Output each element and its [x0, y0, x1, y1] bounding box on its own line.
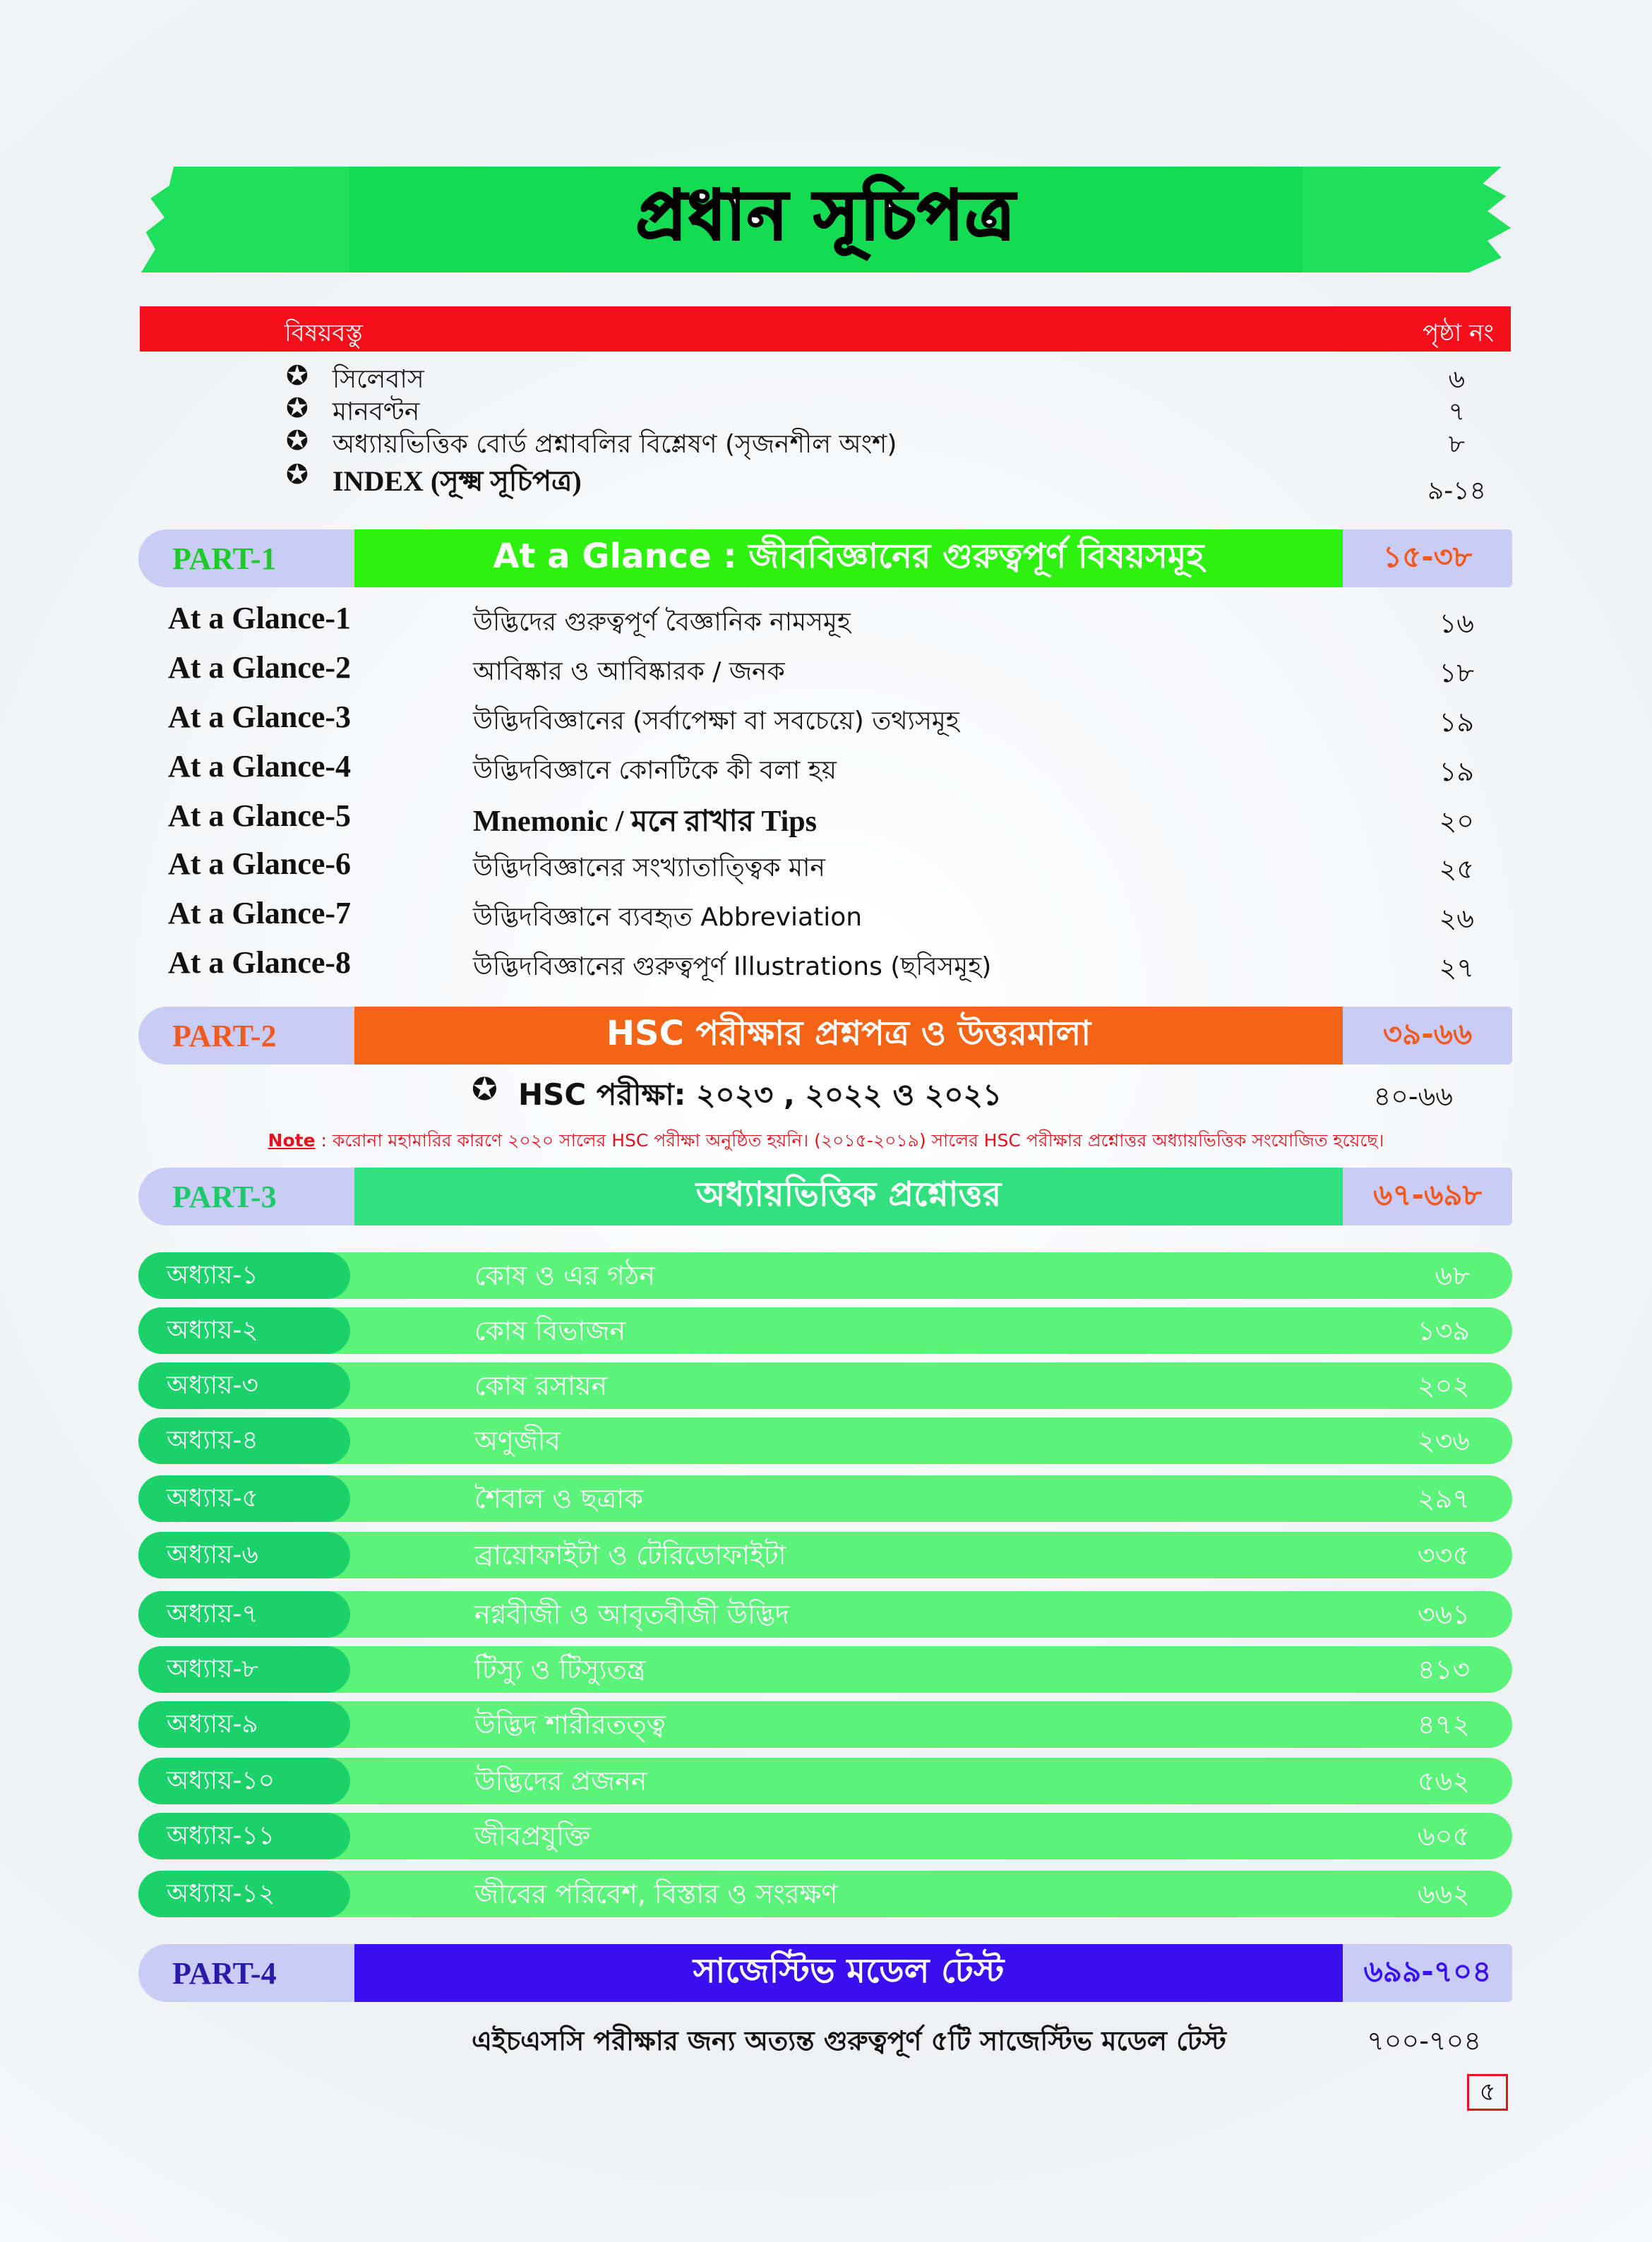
chapter-row[interactable] — [138, 1758, 1512, 1804]
star-bullet-icon: ✪ — [286, 360, 309, 391]
model-test-row[interactable] — [472, 2020, 1502, 2060]
glance-desc: উদ্ভিদবিজ্ঞানের (সর্বাপেক্ষা বা সবচেয়ে) তথ্যসমূহ — [473, 707, 959, 736]
intro-item-text: মানবণ্টন — [333, 397, 420, 426]
glance-page: ২০ — [1439, 805, 1474, 837]
chapter-row[interactable] — [138, 1871, 1512, 1917]
intro-item-text: সিলেবাস — [333, 365, 424, 394]
part-4-banner[interactable] — [138, 1944, 1512, 2002]
glance-label: At a Glance-7 — [168, 896, 352, 930]
chapter-label: অধ্যায়-১ — [138, 1252, 350, 1299]
glance-page: ২৫ — [1439, 853, 1474, 885]
chapter-page: ৫৬২ — [1417, 1766, 1470, 1797]
part-label: PART-3 — [172, 1180, 277, 1214]
chapter-row[interactable] — [138, 1475, 1512, 1522]
hsc-text: HSC পরীক্ষা: ২০২৩ , ২০২২ ও ২০২১ — [518, 1077, 1002, 1112]
part-label: PART-4 — [172, 1956, 277, 1991]
glance-row[interactable] — [168, 649, 1474, 692]
chapter-page: ২৯৭ — [1417, 1483, 1470, 1514]
glance-desc: উদ্ভিদবিজ্ঞানের গুরুত্বপূর্ণ Illustrations (ছবিসমূহ) — [473, 952, 992, 981]
intro-item[interactable] — [286, 425, 1486, 457]
chapter-title: কোষ বিভাজন — [474, 1315, 626, 1346]
chapter-page: ৩৩৫ — [1417, 1540, 1470, 1571]
chapter-title: উদ্ভিদ শারীরতত্ত্ব — [474, 1709, 666, 1740]
chapter-title: জীবপ্রযুক্তি — [474, 1821, 591, 1852]
chapter-row[interactable] — [138, 1701, 1512, 1748]
brush-right-decoration — [1278, 167, 1511, 272]
glance-page: ১৬ — [1439, 608, 1474, 639]
chapter-title: নগ্নবীজী ও আবৃতবীজী উদ্ভিদ — [474, 1599, 789, 1630]
part-3-banner[interactable] — [138, 1168, 1512, 1225]
glance-page: ২৭ — [1439, 952, 1474, 983]
chapter-row[interactable] — [138, 1532, 1512, 1578]
intro-item[interactable] — [286, 360, 1486, 392]
glance-row[interactable] — [168, 895, 1474, 937]
chapter-title: উদ্ভিদের প্রজনন — [474, 1766, 647, 1797]
star-bullet-icon: ✪ — [472, 1072, 498, 1108]
glance-row[interactable] — [168, 600, 1474, 642]
chapter-row[interactable] — [138, 1307, 1512, 1354]
glance-label: At a Glance-3 — [168, 700, 352, 734]
chapter-title: কোষ ও এর গঠন — [474, 1260, 655, 1291]
glance-label: At a Glance-2 — [168, 650, 352, 685]
hsc-page: ৪০-৬৬ — [1373, 1081, 1453, 1112]
intro-item-text: INDEX (সূক্ষ্ম সূচিপত্র) — [333, 465, 582, 497]
glance-desc: উদ্ভিদবিজ্ঞানের সংখ্যাতাত্ত্বিক মান — [473, 853, 825, 882]
page-number: ৫ — [1467, 2074, 1508, 2111]
glance-row[interactable] — [168, 748, 1474, 791]
table-header-bar — [140, 306, 1511, 352]
chapter-label: অধ্যায়-৫ — [138, 1475, 350, 1522]
star-bullet-icon: ✪ — [286, 425, 309, 456]
part-title: At a Glance : জীববিজ্ঞানের গুরুত্বপূর্ণ বিষয়সমূহ — [354, 529, 1343, 587]
glance-desc: উদ্ভিদবিজ্ঞানে কোনটিকে কী বলা হয় — [473, 756, 837, 785]
chapter-page: ৬৬২ — [1417, 1878, 1470, 1910]
chapter-page: ৬০৫ — [1417, 1821, 1470, 1852]
chapter-title: শৈবাল ও ছত্রাক — [474, 1483, 644, 1514]
intro-item-page: ৮ — [1448, 430, 1465, 459]
model-test-text: এইচএসসি পরীক্ষার জন্য অত্যন্ত গুরুত্বপূর্ণ ৫টি সাজেস্টিভ মডেল টেস্ট — [472, 2025, 1226, 2056]
chapter-row[interactable] — [138, 1813, 1512, 1859]
part-range: ৬৯৯-৭০৪ — [1343, 1944, 1512, 2002]
star-bullet-icon: ✪ — [286, 459, 309, 490]
star-bullet-icon: ✪ — [286, 392, 309, 424]
chapter-title: টিস্যু ও টিস্যুতন্ত্র — [474, 1654, 646, 1685]
chapter-row[interactable] — [138, 1591, 1512, 1638]
chapter-title: অণুজীব — [474, 1425, 561, 1456]
chapter-label: অধ্যায়-৩ — [138, 1362, 350, 1409]
glance-page: ১৮ — [1439, 657, 1474, 688]
chapter-page: ২০২ — [1417, 1370, 1470, 1401]
chapter-title: ব্রায়োফাইটা ও টেরিডোফাইটা — [474, 1540, 786, 1571]
intro-item-text: অধ্যায়ভিত্তিক বোর্ড প্রশ্নাবলির বিশ্লেষণ (সৃজনশীল অংশ) — [333, 430, 897, 459]
part-title: অধ্যায়ভিত্তিক প্রশ্নোত্তর — [354, 1168, 1343, 1225]
chapter-label: অধ্যায়-৪ — [138, 1417, 350, 1464]
part-range: ৬৭-৬৯৮ — [1343, 1168, 1512, 1225]
glance-label: At a Glance-8 — [168, 945, 352, 980]
part-label: PART-1 — [172, 541, 277, 576]
glance-label: At a Glance-6 — [168, 846, 352, 881]
part-1-banner[interactable] — [138, 529, 1512, 587]
glance-row[interactable] — [168, 945, 1474, 987]
chapter-page: ৪৭২ — [1417, 1709, 1470, 1740]
intro-item-page: ৭ — [1448, 397, 1465, 426]
glance-row[interactable] — [168, 699, 1474, 741]
chapter-label: অধ্যায়-২ — [138, 1307, 350, 1354]
glance-page: ২৬ — [1439, 903, 1474, 934]
glance-desc: উদ্ভিদের গুরুত্বপূর্ণ বৈজ্ঞানিক নামসমূহ — [473, 608, 851, 637]
chapter-label: অধ্যায়-১০ — [138, 1758, 350, 1804]
part-title: সাজেস্টিভ মডেল টেস্ট — [354, 1944, 1343, 2002]
model-test-page: ৭০০-৭০৪ — [1367, 2025, 1481, 2056]
chapter-page: ১৩৯ — [1417, 1315, 1470, 1346]
chapter-row[interactable] — [138, 1417, 1512, 1464]
glance-label: At a Glance-4 — [168, 749, 352, 784]
brush-left-decoration — [141, 167, 374, 272]
glance-row[interactable] — [168, 798, 1474, 840]
note-label: Note — [268, 1130, 316, 1151]
chapter-row[interactable] — [138, 1252, 1512, 1299]
note-body: : করোনা মহামারির কারণে ২০২০ সালের HSC পরীক্ষা অনুষ্ঠিত হয়নি। (২০১৫-২০১৯) সালের HSC পরীক্ষার প্রশ্নোত্তর অধ্যায়ভিত্তিক সংযোজিত হয়েছে। — [321, 1130, 1384, 1151]
chapter-label: অধ্যায়-৯ — [138, 1701, 350, 1748]
chapter-page: ৩৬১ — [1417, 1599, 1470, 1630]
chapter-page: ৪১৩ — [1417, 1654, 1470, 1685]
intro-item-page: ৬ — [1448, 365, 1465, 394]
chapter-label: অধ্যায়-৭ — [138, 1591, 350, 1638]
chapter-title: জীবের পরিবেশ, বিস্তার ও সংরক্ষণ — [474, 1878, 838, 1910]
title-banner — [141, 167, 1511, 272]
chapter-label: অধ্যায়-১২ — [138, 1871, 350, 1917]
glance-page: ১৯ — [1439, 707, 1474, 738]
intro-item[interactable] — [286, 392, 1486, 425]
note-text — [141, 1127, 1511, 1157]
chapter-row[interactable] — [138, 1646, 1512, 1693]
subject-header: বিষয়বস্তু — [285, 319, 363, 347]
part-range: ৩৯-৬৬ — [1343, 1007, 1512, 1065]
page-no-header: পৃষ্ঠা নং — [1423, 319, 1494, 347]
glance-page: ১৯ — [1439, 756, 1474, 787]
chapter-page: ৬৮ — [1435, 1260, 1470, 1291]
part-range: ১৫-৩৮ — [1343, 529, 1512, 587]
glance-desc: আবিষ্কার ও আবিষ্কারক / জনক — [473, 657, 785, 686]
chapter-row[interactable] — [138, 1362, 1512, 1409]
part-title: HSC পরীক্ষার প্রশ্নপত্র ও উত্তরমালা — [354, 1007, 1343, 1065]
intro-item-page: ৯-১৪ — [1427, 476, 1486, 505]
glance-desc: উদ্ভিদবিজ্ঞানে ব্যবহৃত Abbreviation — [473, 903, 863, 932]
glance-row[interactable] — [168, 846, 1474, 888]
chapter-title: কোষ রসায়ন — [474, 1370, 608, 1401]
chapter-label: অধ্যায়-৮ — [138, 1646, 350, 1693]
chapter-label: অধ্যায়-৬ — [138, 1532, 350, 1578]
part-2-banner[interactable] — [138, 1007, 1512, 1065]
chapter-page: ২৩৬ — [1417, 1425, 1470, 1456]
page-title: প্রধান সূচিপত্র — [349, 167, 1303, 272]
hsc-row[interactable] — [472, 1072, 1453, 1111]
glance-label: At a Glance-5 — [168, 798, 352, 833]
chapter-label: অধ্যায়-১১ — [138, 1813, 350, 1859]
glance-desc: Mnemonic / মনে রাখার Tips — [473, 805, 818, 838]
glance-label: At a Glance-1 — [168, 601, 352, 635]
intro-item[interactable] — [286, 459, 1486, 505]
part-label: PART-2 — [172, 1019, 277, 1053]
